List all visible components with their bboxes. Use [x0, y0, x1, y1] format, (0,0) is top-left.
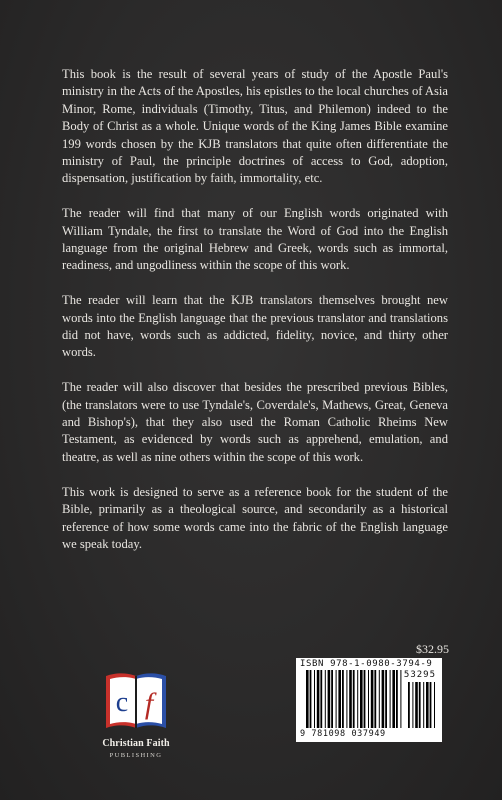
logo-letter-f: f [144, 687, 154, 720]
logo-letter-c: c [115, 687, 129, 718]
description-paragraph-2: The reader will find that many of our English words originated with William Tyndale, the first to translate the Word of God into the English language from the original Hebrew and Greek, words such as immortal, readiness, and ungodliness within the scope of this work. [62, 206, 448, 273]
description-paragraph-3: The reader will learn that the KJB translators themselves brought new words into the English language that the previous translator and translations did not have, words such as addicted, fidelity, novice, and thirty other words. [62, 293, 448, 360]
ean-number: 9 781098 037949 [300, 729, 386, 739]
description-text [62, 66, 448, 571]
publisher-logo [96, 666, 176, 742]
description-paragraph-1: This book is the result of several years of study of the Apostle Paul's ministry in the Acts of the Apostles, his epistles to the local churches of Asia Minor, Rome, individuals (Timothy, Titus, and Philemon) indeed to the Body of Christ as a whole. Unique words of the King James Bible examine 199 words chosen by the KJB translators that quite often differentiate the ministry of Paul, the principle doctrines of access to God, adoption, dispensation, justification by faith, immortality, etc. [62, 67, 448, 186]
description-paragraph-4: The reader will also discover that besides the prescribed previous Bibles, (the translators were to use Tyndale's, Coverdale's, Mathews, Great, Geneva and Bishop's), that they also used the Roman Catholic Rheims New Testament, as evidenced by words such as apprehend, emulation, and theatre, as well as nine others within the scope of this work. [62, 380, 448, 464]
barcode-addon-number: 53295 [403, 670, 436, 680]
isbn-label: ISBN 978-1-0980-3794-9 [300, 659, 433, 669]
addon-barcode-bars [408, 682, 438, 728]
publisher-sub: PUBLISHING [109, 752, 163, 759]
isbn-barcode [296, 658, 442, 742]
price-label: $32.95 [416, 642, 449, 656]
ean-barcode-bars [306, 670, 404, 728]
description-paragraph-5: This work is designed to serve as a reference book for the student of the Bible, primarily as a theological source, and secondarily as a historical reference of how some words came into the fabric of the English language we speak today. [62, 484, 448, 551]
publisher-name: Christian Faith [102, 738, 170, 749]
